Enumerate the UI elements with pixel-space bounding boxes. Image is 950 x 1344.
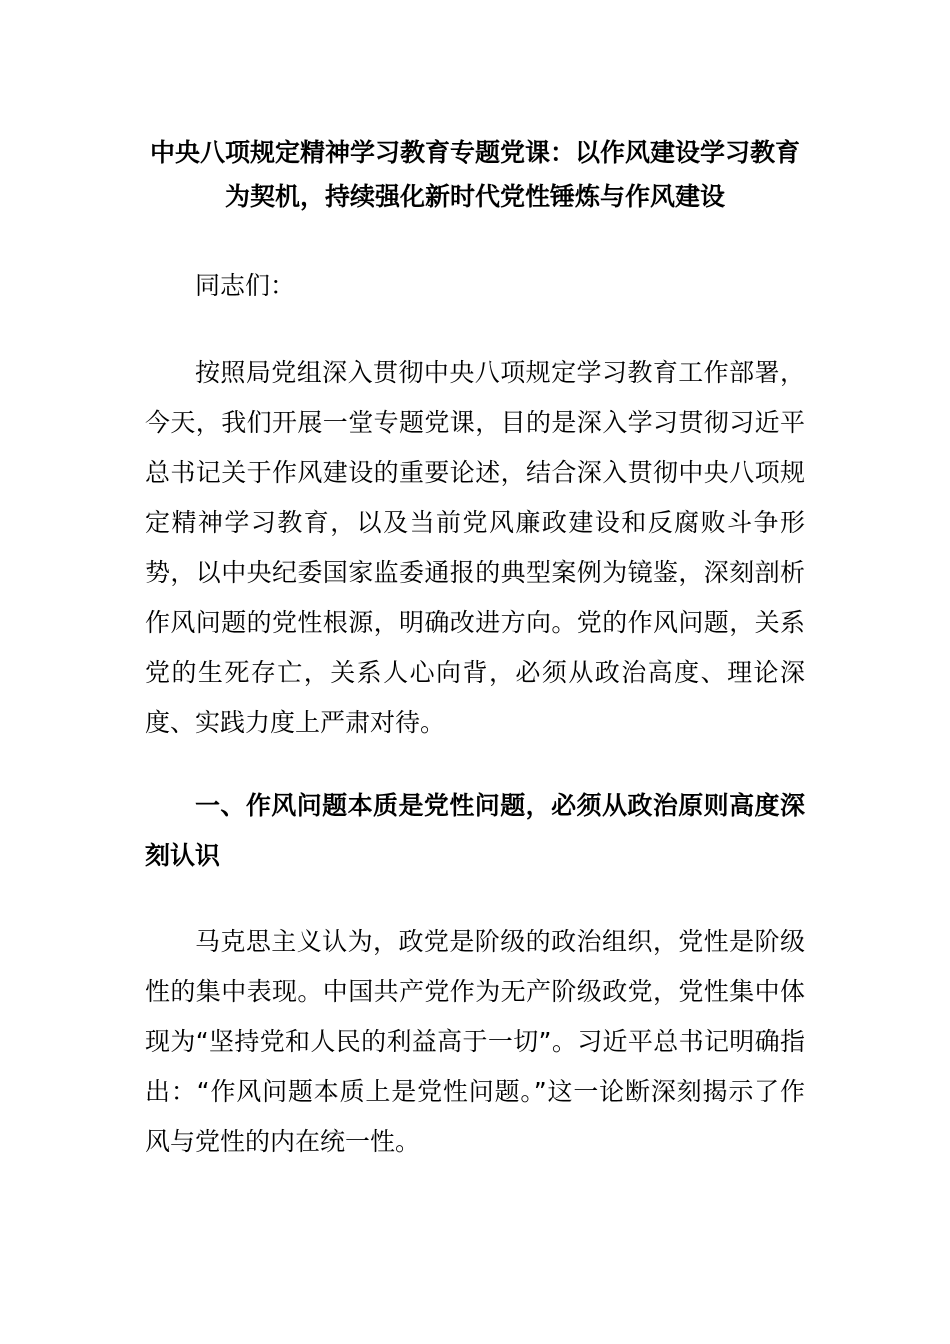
section-heading: 一、作风问题本质是党性问题，必须从政治原则高度深刻认识 [145, 791, 805, 870]
salutation: 同志们： [195, 271, 296, 300]
document-title: 中央八项规定精神学习教育专题党课：以作风建设学习教育为契机，持续强化新时代党性锤炼与作风建设 [149, 138, 800, 211]
section-paragraph: 马克思主义认为，政党是阶级的政治组织，党性是阶级性的集中表现。中国共产党作为无产阶级政党，党性集中体现为“坚持党和人民的利益高于一切”。习近平总书记明确指出：“作风问题本质上是党性问题。”这一论断深刻揭示了作风与党性的内在统一性。 [145, 927, 805, 1156]
intro-paragraph: 按照局党组深入贯彻中央八项规定学习教育工作部署，今天，我们开展一堂专题党课，目的是深入学习贯彻习近平总书记关于作风建设的重要论述，结合深入贯彻中央八项规定精神学习教育，以及当前党风廉政建设和反腐败斗争形势，以中央纪委国家监委通报的典型案例为镜鉴，深刻剖析作风问题的党性根源，明确改进方向。党的作风问题，关系党的生死存亡，关系人心向背，必须从政治高度、理论深度、实践力度上严肃对待。 [145, 358, 805, 737]
